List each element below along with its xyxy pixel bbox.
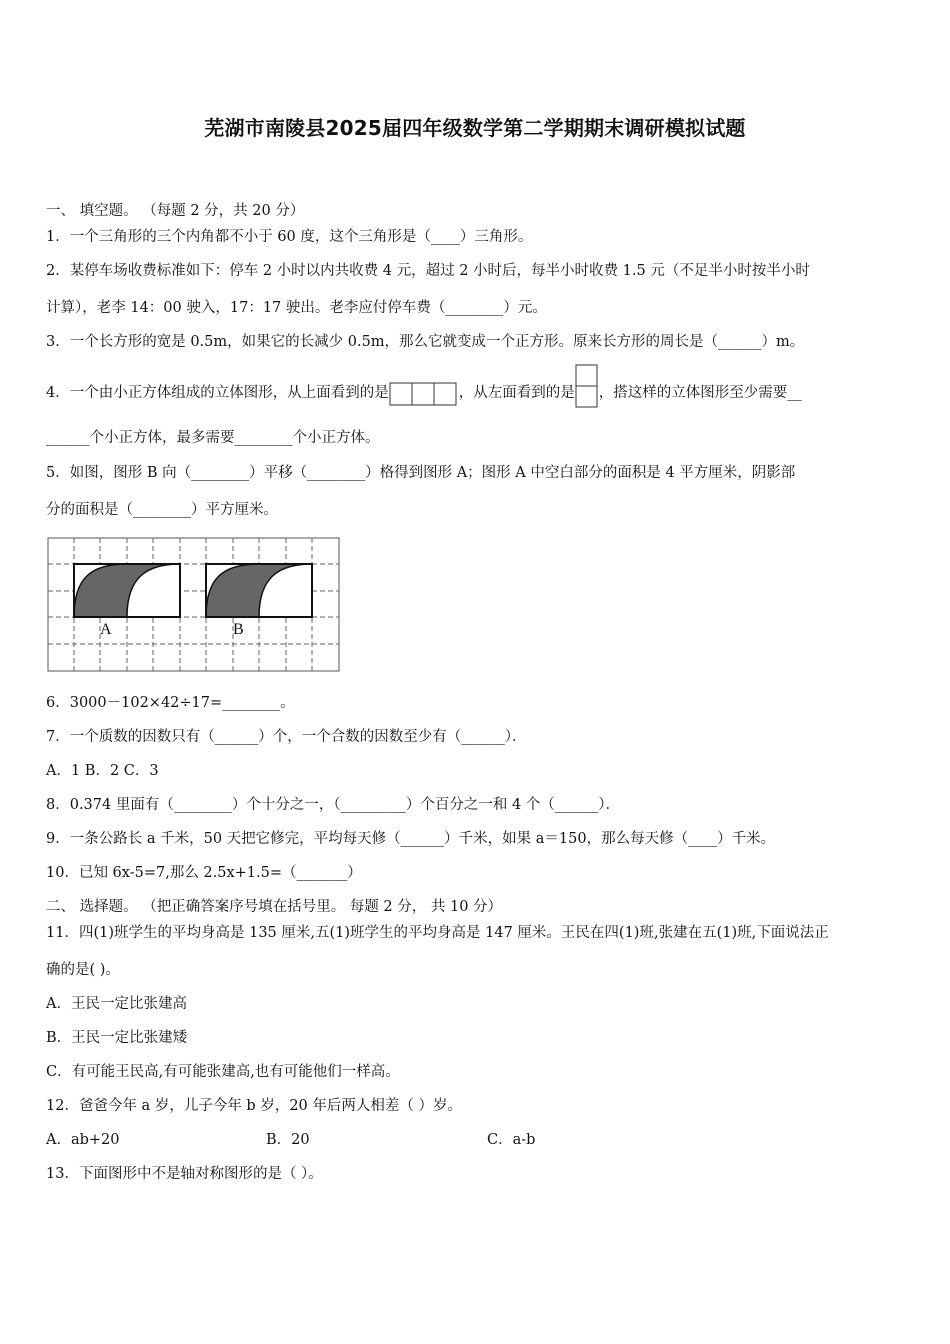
question-7: 7．一个质数的因数只有（______）个，一个合数的因数至少有（______）． <box>46 729 527 745</box>
question-11-line2: 确的是( )。 <box>46 962 120 978</box>
question-7-options: A．1 B．2 C．3 <box>46 763 159 779</box>
section-1-header: 一、 填空题。 （每题 2 分，共 20 分） <box>46 203 305 219</box>
question-6: 6．3000－102×42÷17=________。 <box>46 695 295 711</box>
question-4-text-part3: ，搭这样的立体图形至少需要__ <box>598 385 802 401</box>
question-13: 13．下面图形中不是轴对称图形的是（ ）。 <box>46 1166 323 1182</box>
section-2-header: 二、 选择题。 （把正确答案序号填在括号里。 每题 2 分， 共 10 分） <box>46 899 503 915</box>
question-5-line1: 5．如图，图形 B 向（________）平移（________）格得到图形 A；图形 A 中空白部分的面积是 4 平方厘米，阴影部 <box>46 465 796 481</box>
question-11-option-b: B．王民一定比张建矮 <box>46 1030 188 1046</box>
question-4-line1 <box>46 378 802 408</box>
question-11-option-a: A．王民一定比张建高 <box>46 996 187 1012</box>
label-b: B <box>233 621 244 638</box>
shape-b <box>206 564 312 617</box>
question-4-text-part1: 4．一个由小正方体组成的立体图形，从上面看到的是 <box>46 385 389 401</box>
question-8: 8．0.374 里面有（________）个十分之一，（_________）个百分之一和 4 个（______）． <box>46 797 621 813</box>
question-12-option-a: A．ab+20 <box>46 1132 120 1148</box>
page-title: 芜湖市南陵县2025届四年级数学第二学期期末调研模拟试题 <box>204 116 746 140</box>
question-9: 9．一条公路长 a 千米，50 天把它修完，平均每天修（______）千米，如果 a＝150，那么每天修（____）千米。 <box>46 831 776 847</box>
question-12: 12．爸爸今年 a 岁，儿子今年 b 岁，20 年后两人相差（ ）岁。 <box>46 1098 462 1114</box>
question-12-option-b: B．20 <box>266 1132 310 1148</box>
question-10: 10．已知 6x-5=7,那么 2.5x+1.5=（_______） <box>46 865 362 881</box>
question-1: 1．一个三角形的三个内角都不小于 60 度，这个三角形是（____）三角形。 <box>46 229 533 245</box>
question-11-option-c: C．有可能王民高,有可能张建高,也有可能他们一样高。 <box>46 1064 400 1080</box>
shape-a <box>74 564 180 617</box>
question-4-text-part2: ，从左面看到的是 <box>458 385 575 401</box>
translation-figure <box>47 537 341 673</box>
question-3: 3．一个长方形的宽是 0.5m，如果它的长减少 0.5m，那么它就变成一个正方形。原来长方形的周长是（______）m。 <box>46 334 805 350</box>
label-a: A <box>100 621 112 638</box>
left-view-diagram <box>575 364 599 408</box>
question-11-line1: 11．四(1)班学生的平均身高是 135 厘米,五(1)班学生的平均身高是 147 厘米。王民在四(1)班,张建在五(1)班,下面说法正 <box>46 925 829 941</box>
top-view-diagram <box>389 380 459 406</box>
question-2-line1: 2．某停车场收费标准如下：停车 2 小时以内共收费 4 元，超过 2 小时后，每半小时收费 1.5 元（不足半小时按半小时 <box>46 263 810 279</box>
question-4-line2: ______个小正方体，最多需要________个小正方体。 <box>46 430 380 446</box>
question-5-line2: 分的面积是（________）平方厘米。 <box>46 502 278 518</box>
question-2-line2: 计算），老李 14：00 驶入，17：17 驶出。老李应付停车费（________）元。 <box>46 300 547 316</box>
question-12-option-c: C．a-b <box>487 1132 536 1148</box>
